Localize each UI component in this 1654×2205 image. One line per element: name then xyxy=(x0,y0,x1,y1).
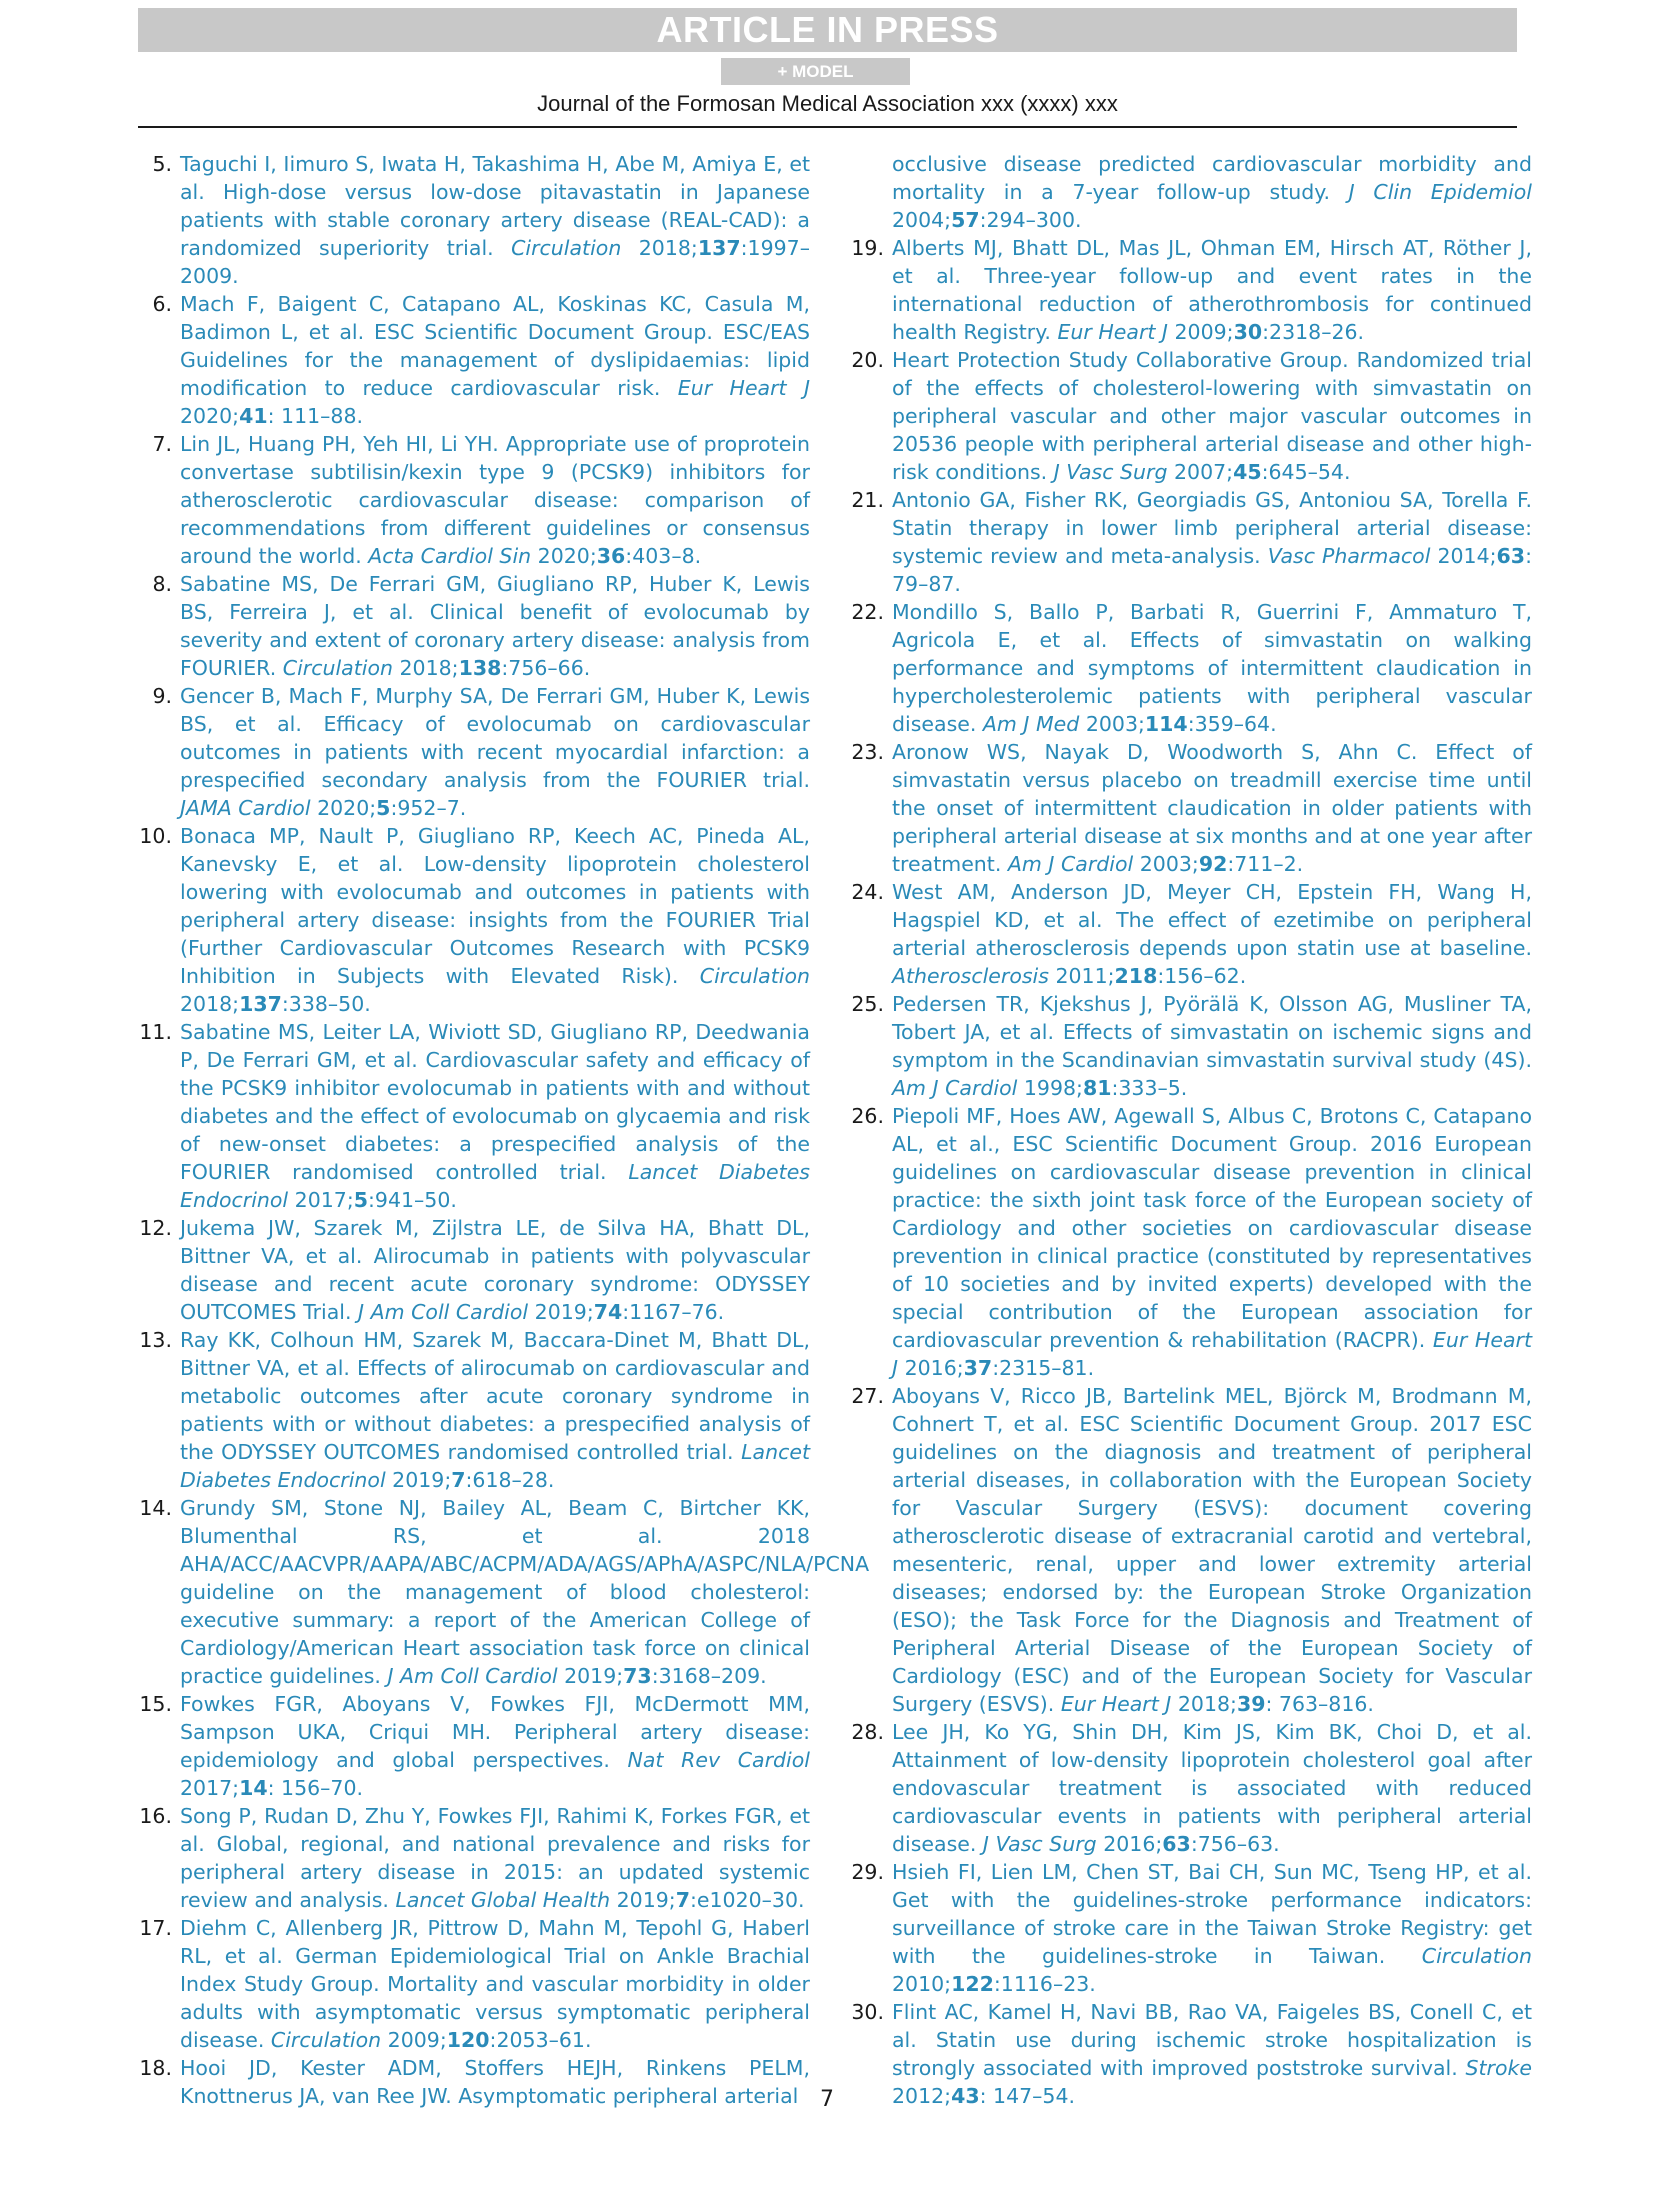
reference-item xyxy=(138,1214,810,1326)
reference-item xyxy=(138,1326,810,1494)
reference-journal: Circulation xyxy=(1421,1944,1532,1968)
reference-volume: 14 xyxy=(239,1776,268,1800)
reference-pages: :2318–26. xyxy=(1262,320,1365,344)
reference-year: 2003; xyxy=(1139,852,1199,876)
reference-year: 2018; xyxy=(180,992,240,1016)
reference-number: 15. xyxy=(139,1692,172,1716)
reference-text: West AM, Anderson JD, Meyer CH, Epstein FH, Wang H, Hagspiel KD, et al. The effect of ezetimibe on peripheral arterial atherosclerosis depends upon statin use at baseline. xyxy=(892,880,1532,960)
reference-pages: :618–28. xyxy=(465,1468,555,1492)
reference-volume: 81 xyxy=(1082,1076,1112,1100)
reference-year: 2020; xyxy=(317,796,377,820)
reference-volume: 5 xyxy=(376,796,391,820)
reference-journal: Circulation xyxy=(270,2028,382,2052)
reference-number: 13. xyxy=(139,1328,172,1352)
reference-number: 8. xyxy=(152,572,172,596)
reference-text: Bonaca MP, Nault P, Giugliano RP, Keech AC, Pineda AL, Kanevsky E, et al. Low-density lipoprotein cholesterol lowering with evolocumab and outcomes in patients with peripheral artery disease: insights from the FOURIER Trial (Further Cardiovascular Outcomes Research with PCSK9 Inhibition in Subjects with Elevated Risk). xyxy=(180,824,810,988)
reference-number: 29. xyxy=(851,1860,884,1884)
reference-pages: : 763–816. xyxy=(1265,1692,1374,1716)
journal-header: Journal of the Formosan Medical Association xxx (xxxx) xxx xyxy=(537,91,1118,116)
reference-number: 16. xyxy=(139,1804,172,1828)
reference-journal: Am J Cardiol xyxy=(892,1076,1018,1100)
reference-journal: J Am Coll Cardiol xyxy=(358,1300,529,1324)
reference-item xyxy=(138,1018,810,1214)
reference-number: 25. xyxy=(851,992,884,1016)
reference-year: 2019; xyxy=(564,1664,624,1688)
reference-pages: : 147–54. xyxy=(979,2084,1076,2108)
reference-text: Mondillo S, Ballo P, Barbati R, Guerrini F, Ammaturo T, Agricola E, et al. Effects of simvastatin on walking performance and symptoms of intermittent claudication in hypercholesterolemic patients with peripheral vascular disease. xyxy=(892,600,1532,736)
reference-volume: 39 xyxy=(1236,1692,1266,1716)
reference-pages: :1997–2009. xyxy=(180,236,810,288)
reference-number: 5. xyxy=(152,152,172,176)
reference-text: occlusive disease predicted cardiovascular morbidity and mortality in a 7-year follow-up study. xyxy=(892,152,1532,204)
reference-text: Hsieh FI, Lien LM, Chen ST, Bai CH, Sun MC, Tseng HP, et al. Get with the guidelines-stroke performance indicators: surveillance of stroke care in the Taiwan Stroke Registry: get with the guidelines-stroke in Taiwan. xyxy=(892,1860,1532,1968)
reference-year: 2020; xyxy=(537,544,597,568)
reference-text: Aronow WS, Nayak D, Woodworth S, Ahn C. Effect of simvastatin versus placebo on treadmill exercise time until the onset of intermittent claudication in older patients with peripheral arterial disease at six months and at one year after treatment. xyxy=(892,740,1532,876)
reference-pages: :756–63. xyxy=(1190,1832,1280,1856)
reference-number: 19. xyxy=(851,236,884,260)
reference-year: 2004; xyxy=(892,208,952,232)
model-badge: + MODEL xyxy=(721,58,910,85)
reference-item xyxy=(138,430,810,570)
reference-number: 28. xyxy=(851,1720,884,1744)
reference-number: 18. xyxy=(139,2056,172,2080)
reference-link[interactable] xyxy=(180,432,810,568)
reference-text: Hooi JD, Kester ADM, Stoffers HEJH, Rinkens PELM, Knottnerus JA, van Ree JW. Asymptomatic peripheral arterial xyxy=(180,2056,810,2108)
reference-link[interactable] xyxy=(180,1328,810,1492)
reference-text: Gencer B, Mach F, Murphy SA, De Ferrari GM, Huber K, Lewis BS, et al. Efficacy of evolocumab on cardiovascular outcomes in patients with recent myocardial infarction: a prespecified secondary analysis from the FOURIER trial. xyxy=(180,684,810,792)
reference-link[interactable] xyxy=(180,1916,810,2052)
article-in-press-banner: ARTICLE IN PRESS xyxy=(138,8,1517,52)
reference-volume: 92 xyxy=(1198,852,1228,876)
reference-link[interactable] xyxy=(180,1216,810,1324)
reference-volume: 43 xyxy=(951,2084,980,2108)
reference-item xyxy=(850,486,1532,598)
reference-link[interactable] xyxy=(892,992,1532,1100)
reference-volume: 74 xyxy=(593,1300,623,1324)
reference-year: 2009; xyxy=(387,2028,447,2052)
reference-pages: :2053–61. xyxy=(489,2028,592,2052)
reference-text: Pedersen TR, Kjekshus J, Pyörälä K, Olsson AG, Musliner TA, Tobert JA, et al. Effects of simvastatin on ischemic signs and symptom in the Scandinavian simvastatin survival study (4S). xyxy=(892,992,1532,1072)
reference-text: Piepoli MF, Hoes AW, Agewall S, Albus C, Brotons C, Catapano AL, et al., ESC Scientific Document Group. 2016 European guidelines on cardiovascular disease prevention in clinical practice: the sixth joint task force of the European society of Cardiology and other societies on cardiovascular disease prevention in clinical practice (constituted by representatives of 10 societies and by invited experts) developed with the special contribution of the European association for cardiovascular prevention & rehabilitation (RACPR). xyxy=(892,1104,1532,1352)
reference-volume: 138 xyxy=(458,656,502,680)
reference-number: 21. xyxy=(851,488,884,512)
reference-pages: :952–7. xyxy=(390,796,467,820)
page-number: 7 xyxy=(820,2087,834,2112)
reference-number: 6. xyxy=(152,292,172,316)
reference-volume: 137 xyxy=(697,236,741,260)
reference-year: 1998; xyxy=(1023,1076,1083,1100)
reference-journal: Vasc Pharmacol xyxy=(1267,544,1431,568)
reference-text: Sabatine MS, Leiter LA, Wiviott SD, Giugliano RP, Deedwania P, De Ferrari GM, et al. Cardiovascular safety and efficacy of the PCSK9 inhibitor evolocumab in patients with and without diabetes and the effect of evolocumab on glycaemia and risk of new-onset diabetes: a prespecified analysis of the FOURIER randomised controlled trial. xyxy=(180,1020,810,1184)
reference-number: 20. xyxy=(851,348,884,372)
reference-journal: Circulation xyxy=(282,656,393,680)
reference-volume: 120 xyxy=(446,2028,490,2052)
reference-link[interactable] xyxy=(180,572,810,680)
reference-link[interactable] xyxy=(892,1860,1532,1996)
reference-link[interactable] xyxy=(892,740,1532,876)
reference-item xyxy=(138,1690,810,1802)
reference-item xyxy=(850,1102,1532,1382)
reference-link[interactable] xyxy=(892,1104,1532,1380)
reference-journal: Circulation xyxy=(699,964,810,988)
references-right-column xyxy=(850,150,1532,2110)
reference-item xyxy=(850,878,1532,990)
reference-text: Mach F, Baigent C, Catapano AL, Koskinas KC, Casula M, Badimon L, et al. ESC Scientific Document Group. ESC/EAS Guidelines for the management of dyslipidaemias: lipid modification to reduce cardiovascular risk. xyxy=(180,292,810,400)
reference-link[interactable] xyxy=(180,152,810,288)
reference-year: 2019; xyxy=(616,1888,676,1912)
reference-link[interactable] xyxy=(892,348,1532,484)
reference-volume: 137 xyxy=(239,992,282,1016)
reference-pages: :156–62. xyxy=(1157,964,1247,988)
reference-year: 2016; xyxy=(1103,1832,1163,1856)
reference-journal: Lancet Global Health xyxy=(395,1888,611,1912)
reference-journal: J Vasc Surg xyxy=(982,1832,1097,1856)
reference-number: 17. xyxy=(139,1916,172,1940)
reference-year: 2018; xyxy=(638,236,698,260)
reference-pages: :294–300. xyxy=(979,208,1082,232)
reference-volume: 45 xyxy=(1233,460,1262,484)
reference-volume: 63 xyxy=(1496,544,1526,568)
reference-journal: Stroke xyxy=(1465,2056,1532,2080)
reference-text: Lin JL, Huang PH, Yeh HI, Li YH. Appropriate use of proprotein convertase subtilisin/kexin type 9 (PCSK9) inhibitors for atherosclerotic cardiovascular disease: comparison of recommendations from different guidelines or consensus around the world. xyxy=(180,432,810,568)
reference-journal: J Clin Epidemiol xyxy=(1348,180,1532,204)
reference-journal: Nat Rev Cardiol xyxy=(627,1748,810,1772)
reference-year: 2012; xyxy=(892,2084,952,2108)
reference-item xyxy=(138,570,810,682)
reference-year: 2018; xyxy=(1177,1692,1237,1716)
reference-text: Song P, Rudan D, Zhu Y, Fowkes FJI, Rahimi K, Forkes FGR, et al. Global, regional, and national prevalence and risks for peripheral artery disease in 2015: an updated systemic review and analysis. xyxy=(180,1804,810,1912)
reference-year: 2018; xyxy=(399,656,459,680)
reference-pages: :1167–76. xyxy=(622,1300,725,1324)
reference-pages: :756–66. xyxy=(501,656,591,680)
reference-number: 22. xyxy=(851,600,884,624)
reference-link[interactable] xyxy=(892,152,1532,232)
reference-journal: Eur Heart J xyxy=(1060,1692,1172,1716)
reference-number: 24. xyxy=(851,880,884,904)
reference-link[interactable] xyxy=(180,292,810,428)
reference-year: 2017; xyxy=(294,1188,354,1212)
reference-number: 30. xyxy=(851,2000,884,2024)
reference-number: 12. xyxy=(139,1216,172,1240)
reference-link[interactable] xyxy=(180,824,810,1016)
reference-volume: 30 xyxy=(1233,320,1263,344)
reference-item xyxy=(138,150,810,290)
reference-link[interactable] xyxy=(180,1804,810,1912)
reference-link[interactable] xyxy=(180,1496,869,1688)
reference-item xyxy=(850,234,1532,346)
reference-item xyxy=(850,990,1532,1102)
reference-journal: JAMA Cardiol xyxy=(180,796,311,820)
reference-link[interactable] xyxy=(180,1692,810,1800)
reference-text: Aboyans V, Ricco JB, Bartelink MEL, Björck M, Brodmann M, Cohnert T, et al. ESC Scientific Document Group. 2017 ESC guidelines on the diagnosis and treatment of peripheral arterial diseases, in collaboration with the European Society for Vascular Surgery (ESVS): document covering atherosclerotic disease of extracranial carotid and vertebral, mesenteric, renal, upper and lower extremity arterial diseases; endorsed by: the European Stroke Organization (ESO); the Task Force for the Diagnosis and Treatment of Peripheral Arterial Disease of the European Society of Cardiology (ESC) and of the European Society for Vascular Surgery (ESVS). xyxy=(892,1384,1532,1716)
reference-volume: 7 xyxy=(675,1888,690,1912)
reference-pages: : 156–70. xyxy=(267,1776,364,1800)
reference-pages: :711–2. xyxy=(1227,852,1304,876)
reference-volume: 218 xyxy=(1114,964,1158,988)
reference-item xyxy=(138,1802,810,1914)
reference-pages: :2315–81. xyxy=(992,1356,1095,1380)
reference-item xyxy=(138,1494,870,1690)
reference-text: Taguchi I, Iimuro S, Iwata H, Takashima H, Abe M, Amiya E, et al. High-dose versus low-dose pitavastatin in Japanese patients with stable coronary artery disease (REAL-CAD): a randomized superiority trial. xyxy=(180,152,810,260)
reference-item xyxy=(850,1858,1532,1998)
reference-volume: 7 xyxy=(451,1468,466,1492)
reference-text: Antonio GA, Fisher RK, Georgiadis GS, Antoniou SA, Torella F. Statin therapy in lower limb peripheral arterial disease: systemic review and meta-analysis. xyxy=(892,488,1532,568)
reference-number: 26. xyxy=(851,1104,884,1128)
reference-year: 2020; xyxy=(180,404,240,428)
reference-link[interactable] xyxy=(892,880,1532,988)
reference-year: 2007; xyxy=(1174,460,1234,484)
reference-pages: : 79–87. xyxy=(892,544,1532,596)
reference-pages: :1116–23. xyxy=(993,1972,1096,1996)
reference-item xyxy=(850,738,1532,878)
reference-journal: Circulation xyxy=(511,236,622,260)
reference-number: 11. xyxy=(139,1020,172,1044)
reference-number: 14. xyxy=(139,1496,172,1520)
reference-number: 9. xyxy=(152,684,172,708)
reference-pages: :338–50. xyxy=(281,992,371,1016)
reference-text: Fowkes FGR, Aboyans V, Fowkes FJI, McDermott MM, Sampson UKA, Criqui MH. Peripheral artery disease: epidemiology and global perspectives. xyxy=(180,1692,810,1772)
reference-item xyxy=(138,682,810,822)
reference-pages: :359–64. xyxy=(1187,712,1277,736)
reference-text: Flint AC, Kamel H, Navi BB, Rao VA, Faigeles BS, Conell C, et al. Statin use during ischemic stroke hospitalization is strongly associated with improved poststroke survival. xyxy=(892,2000,1532,2080)
reference-pages: : 111–88. xyxy=(267,404,364,428)
reference-pages: :645–54. xyxy=(1261,460,1351,484)
reference-pages: :3168–209. xyxy=(651,1664,767,1688)
reference-item xyxy=(138,290,810,430)
reference-year: 2014; xyxy=(1437,544,1497,568)
reference-number: 7. xyxy=(152,432,172,456)
reference-text: Grundy SM, Stone NJ, Bailey AL, Beam C, Birtcher KK, Blumenthal RS, et al. 2018 AHA/ACC/AACVPR/AAPA/ABC/ACPM/ADA/AGS/APhA/ASPC/NLA/PCNA guideline on the management of blood cholesterol: executive summary: a report of the American College of Cardiology/American Heart association task force on clinical practice guidelines. xyxy=(180,1496,870,1688)
reference-link[interactable] xyxy=(892,236,1532,344)
reference-journal: J Vasc Surg xyxy=(1053,460,1168,484)
reference-link[interactable] xyxy=(180,684,810,820)
reference-item xyxy=(850,150,1532,234)
reference-text: Alberts MJ, Bhatt DL, Mas JL, Ohman EM, Hirsch AT, Röther J, et al. Three-year follow-up and event rates in the international reduction of atherothrombosis for continued health Registry. xyxy=(892,236,1532,344)
reference-pages: :e1020–30. xyxy=(689,1888,805,1912)
reference-journal: Lancet Diabetes Endocrinol xyxy=(180,1440,810,1492)
reference-year: 2009; xyxy=(1174,320,1234,344)
reference-year: 2003; xyxy=(1085,712,1145,736)
reference-journal: Atherosclerosis xyxy=(892,964,1049,988)
reference-journal: Eur Heart J xyxy=(1057,320,1168,344)
reference-item xyxy=(850,1382,1532,1718)
reference-item xyxy=(850,598,1532,738)
reference-text: Lee JH, Ko YG, Shin DH, Kim JS, Kim BK, Choi D, et al. Attainment of low-density lipoprotein cholesterol goal after endovascular treatment is associated with reduced cardiovascular events in patients with peripheral arterial disease. xyxy=(892,1720,1532,1856)
reference-text: Ray KK, Colhoun HM, Szarek M, Baccara-Dinet M, Bhatt DL, Bittner VA, et al. Effects of alirocumab on cardiovascular and metabolic outcomes after acute coronary syndrome in patients with or without diabetes: a prespecified analysis of the ODYSSEY OUTCOMES randomised controlled trial. xyxy=(180,1328,810,1464)
reference-year: 2017; xyxy=(180,1776,240,1800)
reference-volume: 5 xyxy=(353,1188,369,1212)
reference-text: Diehm C, Allenberg JR, Pittrow D, Mahn M, Tepohl G, Haberl RL, et al. German Epidemiological Trial on Ankle Brachial Index Study Group. Mortality and vascular morbidity in older adults with asymptomatic versus symptomatic peripheral disease. xyxy=(180,1916,810,2052)
reference-text: Heart Protection Study Collaborative Group. Randomized trial of the effects of cholesterol-lowering with simvastatin on peripheral vascular and other major vascular outcomes in 20536 people with peripheral arterial disease and other high-risk conditions. xyxy=(892,348,1532,484)
reference-item xyxy=(138,1914,810,2054)
reference-year: 2016; xyxy=(904,1356,964,1380)
reference-item xyxy=(138,822,810,1018)
reference-year: 2019; xyxy=(534,1300,594,1324)
reference-link[interactable] xyxy=(180,1020,810,1212)
reference-volume: 41 xyxy=(239,404,268,428)
reference-pages: :403–8. xyxy=(625,544,702,568)
reference-year: 2019; xyxy=(392,1468,452,1492)
reference-item xyxy=(850,346,1532,486)
reference-text: Jukema JW, Szarek M, Zijlstra LE, de Silva HA, Bhatt DL, Bittner VA, et al. Alirocumab in patients with polyvascular disease and recent acute coronary syndrome: ODYSSEY OUTCOMES Trial. xyxy=(180,1216,810,1324)
reference-journal: Lancet Diabetes Endocrinol xyxy=(180,1160,810,1212)
reference-volume: 63 xyxy=(1162,1832,1191,1856)
reference-pages: :941–50. xyxy=(368,1188,457,1212)
reference-journal: J Am Coll Cardiol xyxy=(387,1664,558,1688)
reference-journal: Acta Cardiol Sin xyxy=(368,544,532,568)
reference-link[interactable] xyxy=(892,600,1532,736)
reference-journal: Am J Cardiol xyxy=(1007,852,1134,876)
reference-number: 27. xyxy=(851,1384,884,1408)
reference-volume: 73 xyxy=(623,1664,652,1688)
reference-text: Sabatine MS, De Ferrari GM, Giugliano RP, Huber K, Lewis BS, Ferreira J, et al. Clinical benefit of evolocumab by severity and extent of coronary artery disease: analysis from FOURIER. xyxy=(180,572,810,680)
reference-volume: 36 xyxy=(596,544,626,568)
reference-link[interactable] xyxy=(892,1720,1532,1856)
reference-journal: Eur Heart J xyxy=(892,1328,1532,1380)
reference-year: 2010; xyxy=(892,1972,952,1996)
reference-number: 10. xyxy=(139,824,172,848)
reference-volume: 122 xyxy=(951,1972,994,1996)
reference-volume: 37 xyxy=(963,1356,993,1380)
reference-year: 2011; xyxy=(1055,964,1115,988)
reference-item xyxy=(850,1718,1532,1858)
reference-link[interactable] xyxy=(892,1384,1532,1716)
reference-number: 23. xyxy=(851,740,884,764)
reference-volume: 114 xyxy=(1144,712,1188,736)
reference-journal: Am J Med xyxy=(982,712,1080,736)
reference-link[interactable] xyxy=(892,488,1532,596)
reference-journal: Eur Heart J xyxy=(677,376,810,400)
reference-pages: :333–5. xyxy=(1111,1076,1188,1100)
reference-volume: 57 xyxy=(951,208,980,232)
header-divider xyxy=(138,126,1517,128)
